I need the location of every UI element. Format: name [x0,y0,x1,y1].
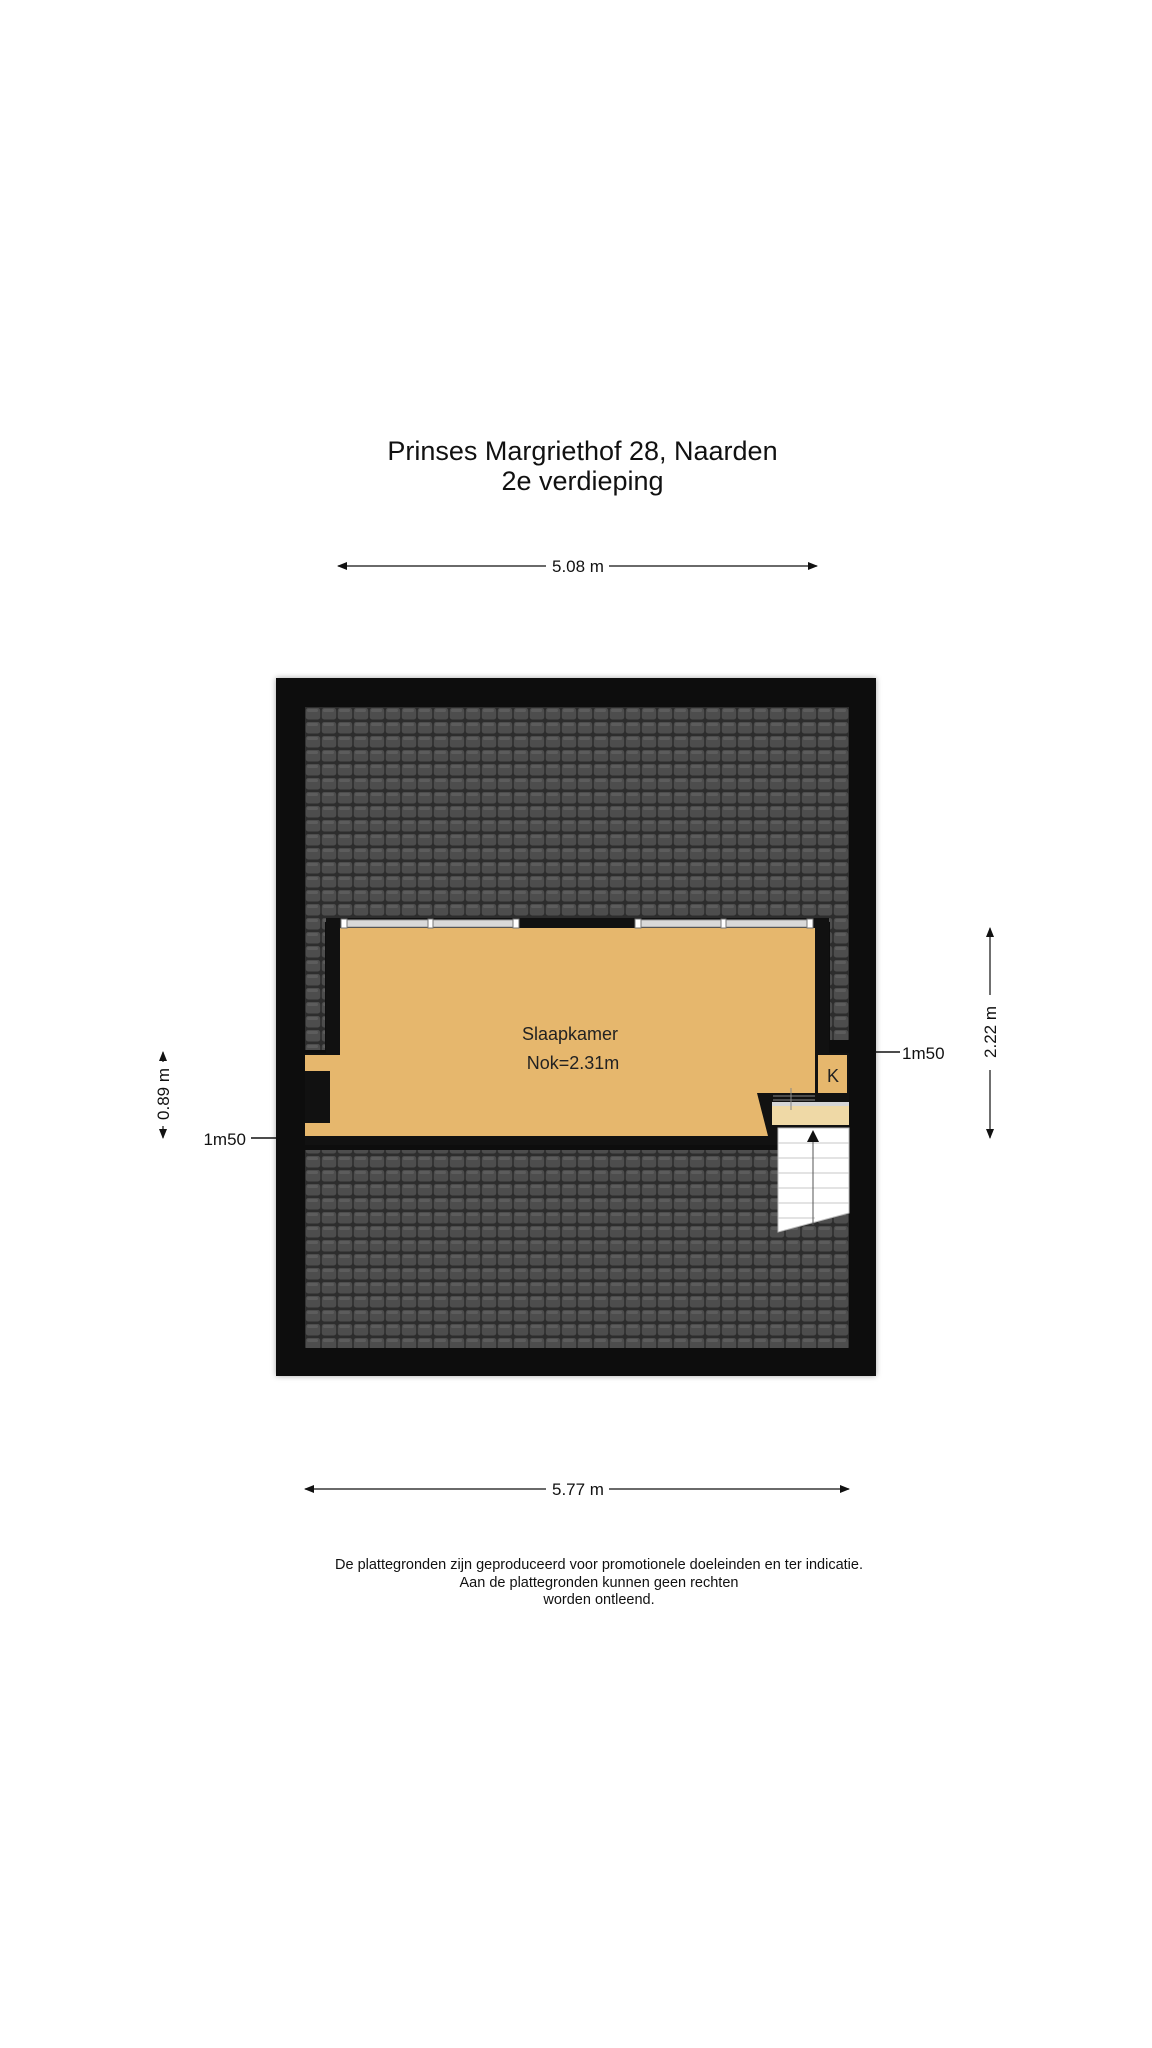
dimension-bottom [305,1480,849,1499]
dimension-top [338,557,817,576]
ridge-height-label: Nok=2.31m [526,1053,620,1073]
dimension-left-label: 0.89 m [154,1068,173,1120]
dimension-right [981,928,1000,1138]
roof-tiles-right-strip [830,900,849,1040]
disclaimer-line-3: worden ontleend. [543,1592,655,1608]
headroom-left [203,1130,276,1149]
storage-label: K [826,1066,840,1086]
disclaimer [0,1557,1152,1610]
stair-landing-edge [772,1102,849,1106]
dimension-right-label: 2.22 m [981,1006,1000,1058]
headroom-right-label: 1m50 [902,1044,945,1063]
disclaimer-line-2: Aan de plattegronden kunnen geen rechten [459,1574,739,1591]
address-title: Prinses Margriethof 28, Naarden [387,436,778,466]
dimension-top-label: 5.08 m [552,557,604,576]
room-name-label: Slaapkamer [521,1024,619,1044]
skylight-right [635,919,813,928]
roof-tiles-bottom [305,1150,849,1348]
roof-tiles-left-strip [305,900,325,1050]
floor-title: 2e verdieping [501,466,664,496]
roof-tiles-top [305,707,849,922]
dimension-bottom-label: 5.77 m [552,1480,604,1499]
headroom-left-label: 1m50 [203,1130,246,1149]
disclaimer-line-1: De plattegronden zijn geproduceerd voor promotionele doeleinden en ter indicatie. [335,1557,863,1573]
skylight-left [341,919,519,928]
stair-landing [772,1106,849,1125]
headroom-right [875,1044,945,1063]
dimension-left [154,1052,173,1138]
